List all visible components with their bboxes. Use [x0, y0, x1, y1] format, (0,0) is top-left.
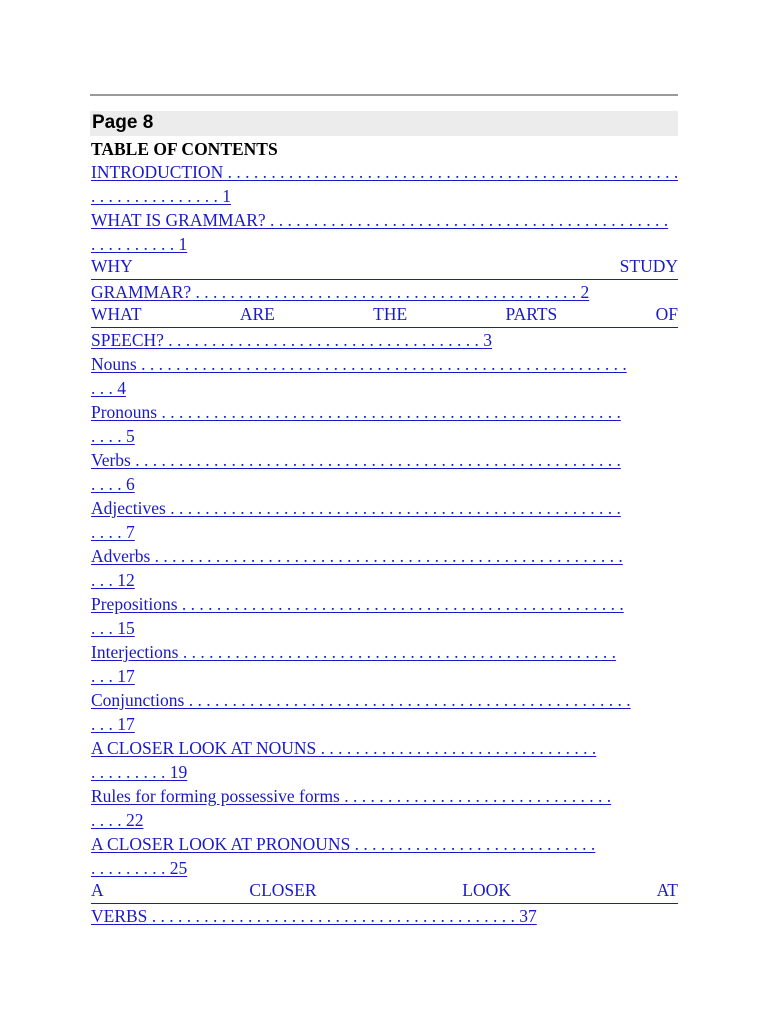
toc-link-word[interactable]: CLOSER	[249, 880, 317, 900]
toc-link-word[interactable]: LOOK	[462, 880, 511, 900]
toc-link-text[interactable]: Prepositions . . . . . . . . . . . . . . . . . . . . . . . . . . . . . . . . . . . . . . . . . . . . . . . . . . .	[91, 594, 624, 614]
toc-link-line[interactable]	[91, 184, 678, 208]
toc-link-text[interactable]: . . . . 6	[91, 474, 135, 494]
toc-link-text[interactable]: . . . . 7	[91, 522, 135, 542]
toc-link-text[interactable]: GRAMMAR? . . . . . . . . . . . . . . . . . . . . . . . . . . . . . . . . . . . . . . . . . . . . 2	[91, 282, 590, 302]
toc-link-text[interactable]: . . . 17	[91, 666, 135, 686]
toc-link-text[interactable]: SPEECH? . . . . . . . . . . . . . . . . . . . . . . . . . . . . . . . . . . . . 3	[91, 330, 493, 350]
toc-link-text[interactable]: . . . 15	[91, 618, 135, 638]
toc-link-word[interactable]: AT	[656, 880, 678, 900]
toc-link-text[interactable]: . . . . 5	[91, 426, 135, 446]
toc-link-text[interactable]: . . . . . . . . . 25	[91, 858, 188, 878]
toc-link-line[interactable]	[91, 616, 678, 640]
toc-link-line[interactable]	[91, 472, 678, 496]
toc-link-line[interactable]	[91, 712, 678, 736]
toc-link-text[interactable]: . . . 4	[91, 378, 126, 398]
toc-link-line[interactable]	[91, 664, 678, 688]
toc-link-text[interactable]: . . . . . . . . . . . . . . . 1	[91, 186, 231, 206]
toc-link-text[interactable]: . . . . 22	[91, 810, 144, 830]
toc-link-line[interactable]	[91, 520, 678, 544]
toc-link-line[interactable]	[91, 280, 678, 304]
toc-link-word[interactable]: ARE	[239, 304, 275, 324]
toc-link-line[interactable]	[91, 376, 678, 400]
toc-link-text[interactable]: Adverbs . . . . . . . . . . . . . . . . . . . . . . . . . . . . . . . . . . . . . . . . . . . . . . . . . . . . . .	[91, 546, 623, 566]
toc-link-line[interactable]	[91, 352, 678, 376]
toc-link-word[interactable]: THE	[373, 304, 408, 324]
toc-link-line[interactable]	[91, 160, 678, 184]
toc-link-word[interactable]: PARTS	[505, 304, 558, 324]
toc-link-line[interactable]	[91, 424, 678, 448]
toc-link-text[interactable]: . . . . . . . . . . 1	[91, 234, 188, 254]
toc-link-line[interactable]	[91, 904, 678, 928]
toc-link-line[interactable]	[91, 304, 678, 328]
toc-link-line[interactable]	[91, 688, 678, 712]
toc-link-line[interactable]	[91, 256, 678, 280]
toc-link-text[interactable]: Verbs . . . . . . . . . . . . . . . . . . . . . . . . . . . . . . . . . . . . . . . . . . . . . . . . . . . . . . . .	[91, 450, 621, 470]
page-number-label: Page 8	[92, 112, 154, 133]
toc-link-line[interactable]	[91, 328, 678, 352]
toc-link-word[interactable]: WHY	[91, 256, 133, 276]
toc-link-text[interactable]: Rules for forming possessive forms . . . . . . . . . . . . . . . . . . . . . . . . . . . . . . .	[91, 786, 612, 806]
toc-link-line[interactable]	[91, 760, 678, 784]
toc-link-line[interactable]	[91, 496, 678, 520]
toc-link-text[interactable]: Interjections . . . . . . . . . . . . . . . . . . . . . . . . . . . . . . . . . . . . . . . . . . . . . . . . . .	[91, 642, 616, 662]
toc-link-text[interactable]: . . . 12	[91, 570, 135, 590]
toc-link-word[interactable]: A	[91, 880, 104, 900]
toc-link-word[interactable]: STUDY	[619, 256, 678, 276]
toc-link-line[interactable]	[91, 784, 678, 808]
toc-link-line[interactable]	[91, 568, 678, 592]
toc-link-line[interactable]	[91, 832, 678, 856]
toc-link-text[interactable]: A CLOSER LOOK AT PRONOUNS . . . . . . . . . . . . . . . . . . . . . . . . . . . .	[91, 834, 596, 854]
toc-link-line[interactable]	[91, 856, 678, 880]
toc-link-text[interactable]: VERBS . . . . . . . . . . . . . . . . . . . . . . . . . . . . . . . . . . . . . . . . . . 37	[91, 906, 537, 926]
toc-link-text[interactable]: . . . . . . . . . 19	[91, 762, 188, 782]
header-rule	[90, 94, 678, 96]
toc-link-text[interactable]: WHAT IS GRAMMAR? . . . . . . . . . . . . . . . . . . . . . . . . . . . . . . . . . . . . . . . . . . . . . .	[91, 210, 669, 230]
toc-link-text[interactable]: Conjunctions . . . . . . . . . . . . . . . . . . . . . . . . . . . . . . . . . . . . . . . . . . . . . . . . . . .	[91, 690, 631, 710]
toc-link-text[interactable]: INTRODUCTION . . . . . . . . . . . . . . . . . . . . . . . . . . . . . . . . . . . . . . . . . . . . . . . . . . . .	[91, 162, 678, 182]
table-of-contents	[91, 160, 678, 928]
toc-link-line[interactable]	[91, 736, 678, 760]
toc-link-text[interactable]: A CLOSER LOOK AT NOUNS . . . . . . . . . . . . . . . . . . . . . . . . . . . . . . . .	[91, 738, 597, 758]
toc-link-line[interactable]	[91, 592, 678, 616]
toc-link-line[interactable]	[91, 232, 678, 256]
page-header-bar	[90, 111, 678, 136]
toc-link-text[interactable]: . . . 17	[91, 714, 135, 734]
toc-link-text[interactable]: Pronouns . . . . . . . . . . . . . . . . . . . . . . . . . . . . . . . . . . . . . . . . . . . . . . . . . . . . .	[91, 402, 621, 422]
toc-link-word[interactable]: WHAT	[91, 304, 142, 324]
toc-link-line[interactable]	[91, 880, 678, 904]
toc-link-line[interactable]	[91, 808, 678, 832]
toc-link-text[interactable]: Nouns . . . . . . . . . . . . . . . . . . . . . . . . . . . . . . . . . . . . . . . . . . . . . . . . . . . . . . . .	[91, 354, 627, 374]
toc-link-line[interactable]	[91, 640, 678, 664]
toc-link-word[interactable]: OF	[655, 304, 678, 324]
toc-heading: TABLE OF CONTENTS	[91, 139, 278, 159]
toc-link-line[interactable]	[91, 400, 678, 424]
toc-link-line[interactable]	[91, 544, 678, 568]
toc-link-text[interactable]: Adjectives . . . . . . . . . . . . . . . . . . . . . . . . . . . . . . . . . . . . . . . . . . . . . . . . . . . .	[91, 498, 621, 518]
toc-link-line[interactable]	[91, 208, 678, 232]
toc-link-line[interactable]	[91, 448, 678, 472]
